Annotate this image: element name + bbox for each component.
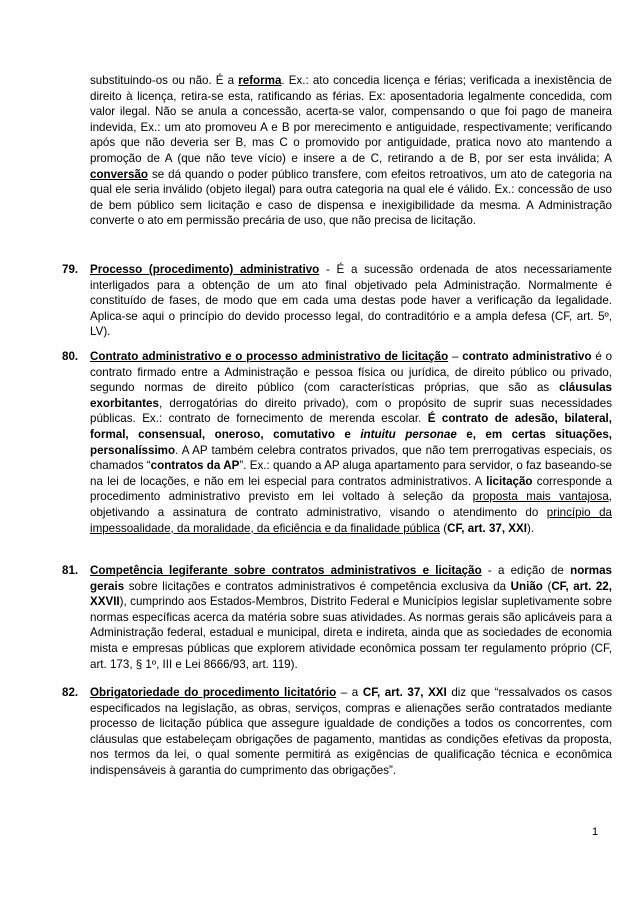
item-number: 82. — [62, 686, 79, 699]
item-number: 81. — [62, 564, 79, 577]
item-79-text: Processo (procedimento) administrativo - É a sucessão ordenada de atos necessariamente interligados para a obtenção de um ato final objetivado pela Administração. Normalmente é constituído de fases, de modo que em cada uma destas pode haver a verificação da legalidade. Aplica-se aqui o princípio do devido processo legal, do contraditório e a ampla defesa (CF, art. 5º, LV). — [90, 263, 612, 339]
reforma-term: reforma — [238, 74, 282, 87]
item-title: Processo (procedimento) administrativo — [90, 263, 320, 276]
item-82-text: Obrigatoriedade do procedimento licitatório – a CF, art. 37, XXI diz que “ressalvados os casos especificados na legislação, as obras, serviços, compras e alienações serão contratados mediante processo de licitação pública que assegure igualdade de condições a todos os concorrentes, com cláusulas que estabeleçam obrigações de pagamento, mantidas as condições efetivas da proposta, nos termos da lei, o qual somente permitirá as exigências de qualificação técnica e econômica indispensáveis à garantia do cumprimento das obrigações”. — [90, 686, 612, 777]
item-number: 79. — [62, 263, 79, 276]
intro-text: substituindo-os ou não. É a reforma. Ex.: ato concedia licença e férias; verificada a inexistência de direito à licença, retira-se esta, ratificando as férias. Ex: aposentadoria legalmente concedida, com valor ilegal. Não se anula a concessão, acerta-se valor, compensando o que foi pago de maneira indevida, Ex.: um ato promoveu A e B por merecimento e antiguidade, respectivamente; verificando após que não deveria ser B, mas C o promovido por antiguidade, pratica novo ato mantendo a promoção de A (que não teve vício) e insere a de C, retirando a de B, por ser esta inválida; A conversão se dá quando o poder público transfere, com efeitos retroativos, um ato de categoria na qual ele seria inválido (objeto ilegal) para outra categoria na qual ele é válido. Ex.: concessão de uso de bem público sem licitação e caso de dispensa e inexigibilidade da mesma. A Administração converte o ato em permissão precária de uso, que não precisa de licitação. — [90, 74, 612, 228]
conversao-term: conversão — [90, 167, 148, 181]
item-title: Contrato administrativo e o processo administrativo de licitação — [90, 350, 449, 363]
item-81-text: Competência legiferante sobre contratos administrativos e licitação - a edição de normas gerais sobre licitações e contratos administrativos é competência exclusiva da União (CF, art. 22, XXVII), cumprindo aos Estados-Membros, Distrito Federal e Municípios legislar supletivamente sobre normas específicas acerca da matéria sobre suas atividades. As normas gerais são aplicáveis para a Administração federal, estadual e municipal, direta e indireta, ainda que as sociedades de economia mista e empresas públicas que explorem atividade econômica possam ter regulamento próprio (CF, art. 173, § 1º, III e Lei 8666/93, art. 119). — [90, 564, 612, 671]
item-number: 80. — [62, 350, 79, 363]
item-title: Competência legiferante sobre contratos administrativos e licitação — [90, 564, 482, 577]
item-title: Obrigatoriedade do procedimento licitatório — [90, 686, 337, 699]
page-number: 1 — [592, 826, 599, 838]
item-80-text: Contrato administrativo e o processo administrativo de licitação – contrato administrativo é o contrato firmado entre a Administração e pessoa física ou jurídica, de direito público ou privado, segundo normas de direito público (com características próprias, que são as cláusulas exorbitantes, derrogatórias do direito privado), com o propósito de suprir suas necessidades públicas. Ex.: contrato de fornecimento de merenda escolar. É contrato de adesão, bilateral, formal, consensual, oneroso, comutativo e intuitu personae e, em certas situações, personalíssimo. A AP também celebra contratos privados, que não tem prerrogativas especiais, os chamados “contratos da AP”. Ex.: quando a AP aluga apartamento para servidor, o faz baseando-se na lei de locações, e não em lei especial para contratos administrativos. A licitação corresponde a procedimento administrativo previsto em lei voltado à seleção da proposta mais vantajosa, objetivando a assinatura de contrato administrativo, visando o atendimento do princípio da impessoalidade, da moralidade, da eficiência e da finalidade pública (CF, art. 37, XXI). — [90, 350, 613, 535]
